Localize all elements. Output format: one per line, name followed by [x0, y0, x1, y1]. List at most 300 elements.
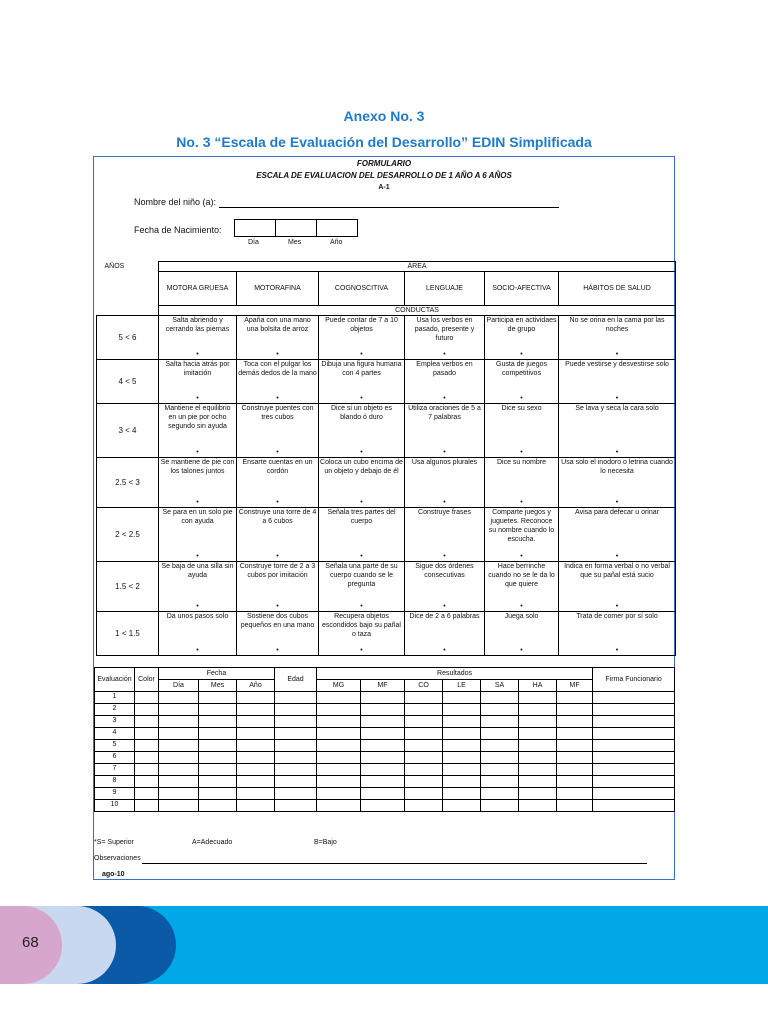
checkbox-dot[interactable]: • [615, 499, 619, 506]
result-cell[interactable] [275, 776, 317, 788]
result-cell[interactable] [405, 716, 443, 728]
result-cell[interactable] [361, 728, 405, 740]
checkbox-dot[interactable]: • [520, 499, 523, 506]
result-cell[interactable] [275, 788, 317, 800]
checkbox-dot[interactable]: • [615, 449, 619, 456]
checkbox-dot[interactable]: • [520, 553, 523, 560]
behavior-cell[interactable] [485, 404, 559, 458]
result-cell[interactable] [443, 800, 481, 812]
behavior-text: Emplea verbos en pasado [416, 361, 473, 377]
result-cell[interactable] [481, 704, 519, 716]
result-row [95, 704, 675, 716]
behavior-cell[interactable] [559, 562, 676, 612]
checkbox-dot[interactable]: • [520, 647, 523, 654]
legend-low: B=Bajo [314, 839, 337, 846]
result-cell[interactable] [237, 740, 275, 752]
result-cell[interactable] [135, 788, 159, 800]
result-cell[interactable] [481, 716, 519, 728]
behavior-cell[interactable] [159, 508, 237, 562]
behavior-text: Indica en forma verbal o no verbal que su pañal está sucio [564, 563, 670, 579]
result-cell[interactable] [135, 692, 159, 704]
behavior-text: Apaña con una mano una bolsita de arroz [244, 317, 311, 333]
checkbox-dot[interactable]: • [360, 395, 363, 402]
checkbox-dot[interactable]: • [520, 603, 523, 610]
result-cell[interactable] [317, 740, 361, 752]
result-cell[interactable] [159, 800, 199, 812]
result-cell[interactable] [199, 728, 237, 740]
checkbox-dot[interactable]: • [443, 603, 446, 610]
behavior-cell[interactable] [405, 360, 485, 404]
area-lenguaje: LENGUAJE [405, 272, 485, 306]
result-cell[interactable] [481, 728, 519, 740]
result-cell[interactable] [135, 728, 159, 740]
result-cell[interactable] [199, 788, 237, 800]
result-cell[interactable] [557, 788, 593, 800]
result-cell[interactable] [557, 692, 593, 704]
result-cell[interactable] [405, 704, 443, 716]
result-cell[interactable] [159, 704, 199, 716]
result-cell[interactable] [275, 800, 317, 812]
result-cell[interactable] [159, 752, 199, 764]
result-cell[interactable] [361, 752, 405, 764]
result-cell[interactable] [405, 740, 443, 752]
date-header: Fecha [159, 668, 275, 680]
evaluation-number: 5 [95, 740, 135, 752]
result-cell[interactable] [135, 764, 159, 776]
behavior-text: Dibuja una figura humana con 4 partes [321, 361, 402, 377]
development-scale-table [96, 261, 676, 656]
result-cell[interactable] [557, 740, 593, 752]
result-cell[interactable] [519, 788, 557, 800]
area-header: ÁREA [159, 262, 676, 272]
behavior-text: Señala tres partes del cuerpo [327, 509, 396, 525]
behavior-text: Construye una torre de 4 a 6 cubos [238, 509, 317, 525]
behavior-cell[interactable] [485, 316, 559, 360]
result-row [95, 716, 675, 728]
result-cell[interactable] [593, 704, 675, 716]
behavior-text: Participa en actividaes de grupo [486, 317, 557, 333]
behavior-text: Se baja de una silla sin ayuda [161, 563, 234, 579]
result-cell[interactable] [443, 764, 481, 776]
age-header: AÑOS [104, 262, 125, 270]
result-cell[interactable] [361, 764, 405, 776]
result-cell[interactable] [361, 692, 405, 704]
result-cell[interactable] [593, 776, 675, 788]
result-cell[interactable] [317, 800, 361, 812]
child-name-field[interactable] [219, 207, 559, 208]
conduct-header: CONDUCTAS [159, 306, 676, 316]
result-cell[interactable] [237, 752, 275, 764]
result-cell[interactable] [361, 716, 405, 728]
checkbox-dot[interactable]: • [615, 647, 619, 654]
birth-day-label: Día [248, 239, 259, 246]
behavior-cell[interactable] [159, 316, 237, 360]
checkbox-dot[interactable]: • [443, 647, 446, 654]
behavior-text: Dice si un objeto es blando ó duro [330, 405, 393, 421]
checkbox-dot[interactable]: • [276, 553, 279, 560]
area-habitos-salud: HÁBITOS DE SALUD [559, 272, 676, 306]
result-cell[interactable] [519, 692, 557, 704]
birth-year-label: Año [330, 239, 343, 246]
result-cell[interactable] [481, 764, 519, 776]
result-cell[interactable] [237, 704, 275, 716]
checkbox-dot[interactable]: • [276, 603, 279, 610]
result-cell[interactable] [237, 728, 275, 740]
date-subheader: Año [237, 680, 275, 692]
checkbox-dot[interactable]: • [520, 351, 523, 358]
checkbox-dot[interactable]: • [443, 553, 446, 560]
behavior-cell[interactable] [405, 458, 485, 508]
checkbox-dot[interactable]: • [196, 449, 199, 456]
page-number: 68 [22, 934, 39, 951]
result-row [95, 788, 675, 800]
behavior-cell[interactable] [237, 316, 319, 360]
behavior-cell[interactable] [485, 612, 559, 656]
birth-year-box[interactable] [316, 219, 358, 237]
behavior-cell[interactable] [319, 360, 405, 404]
behavior-cell[interactable] [559, 360, 676, 404]
result-cell[interactable] [519, 740, 557, 752]
result-cell[interactable] [405, 788, 443, 800]
behavior-cell[interactable] [237, 508, 319, 562]
result-cell[interactable] [159, 788, 199, 800]
result-cell[interactable] [519, 728, 557, 740]
behavior-text: Usa algunos plurales [411, 459, 478, 466]
result-cell[interactable] [317, 716, 361, 728]
result-cell[interactable] [135, 716, 159, 728]
child-name-label: Nombre del niño (a): [134, 197, 217, 207]
result-cell[interactable] [159, 728, 199, 740]
behavior-text: Sigue dos órdenes consecutivas [415, 563, 474, 579]
behavior-text: Construye frases [418, 509, 471, 516]
result-cell[interactable] [275, 692, 317, 704]
result-cell[interactable] [199, 776, 237, 788]
result-cell[interactable] [593, 788, 675, 800]
checkbox-dot[interactable]: • [196, 499, 199, 506]
evaluation-number: 3 [95, 716, 135, 728]
checkbox-dot[interactable]: • [360, 351, 363, 358]
behavior-text: Avisa para defecar u orinar [575, 509, 659, 516]
checkbox-dot[interactable]: • [276, 499, 279, 506]
behavior-text: Hace berrinche cuando no se le da lo que quiere [488, 563, 555, 588]
behavior-cell[interactable] [319, 612, 405, 656]
result-cell[interactable] [405, 776, 443, 788]
result-cell[interactable] [405, 800, 443, 812]
behavior-text: Toca con el pulgar los demás dedos de la mano [238, 361, 317, 377]
behavior-cell[interactable] [159, 612, 237, 656]
birth-month-box[interactable] [275, 219, 317, 237]
behavior-cell[interactable] [485, 562, 559, 612]
checkbox-dot[interactable]: • [443, 351, 446, 358]
result-row [95, 752, 675, 764]
behavior-cell[interactable] [485, 508, 559, 562]
result-subheader: MF [557, 680, 593, 692]
result-cell[interactable] [317, 704, 361, 716]
behavior-text: Da unos pasos solo [166, 613, 229, 620]
behavior-cell[interactable] [319, 458, 405, 508]
behavior-cell[interactable] [559, 404, 676, 458]
result-cell[interactable] [593, 752, 675, 764]
checkbox-dot[interactable]: • [196, 553, 199, 560]
result-cell[interactable] [317, 776, 361, 788]
area-cognoscitiva: COGNOSCITIVA [319, 272, 405, 306]
result-cell[interactable] [275, 704, 317, 716]
behavior-text: Coloca un cubo encima de un objeto y debajo de él [320, 459, 403, 475]
result-cell[interactable] [519, 704, 557, 716]
evaluation-number: 6 [95, 752, 135, 764]
checkbox-dot[interactable]: • [360, 603, 363, 610]
behavior-cell[interactable] [237, 612, 319, 656]
behavior-text: Usa solo el inodoro o letrina cuando lo necesita [561, 459, 673, 475]
result-cell[interactable] [593, 728, 675, 740]
behavior-text: Usa los verbos en pasado, presente y futuro [414, 317, 475, 342]
checkbox-dot[interactable]: • [615, 351, 619, 358]
checkbox-dot[interactable]: • [276, 351, 279, 358]
form-frame [93, 156, 675, 880]
behavior-cell[interactable] [237, 360, 319, 404]
document-title: No. 3 “Escala de Evaluación del Desarrollo” EDIN Simplificada [176, 134, 592, 150]
result-cell[interactable] [593, 740, 675, 752]
birth-day-box[interactable] [234, 219, 276, 237]
result-cell[interactable] [519, 764, 557, 776]
annex-heading: Anexo No. 3 [343, 108, 425, 124]
result-cell[interactable] [361, 704, 405, 716]
behavior-cell[interactable] [405, 508, 485, 562]
result-cell[interactable] [593, 692, 675, 704]
result-cell[interactable] [443, 776, 481, 788]
behavior-text: Juega solo [504, 613, 539, 620]
result-cell[interactable] [481, 788, 519, 800]
checkbox-dot[interactable]: • [443, 449, 446, 456]
result-cell[interactable] [135, 776, 159, 788]
scale-row [97, 612, 676, 656]
behavior-cell[interactable] [319, 404, 405, 458]
behavior-cell[interactable] [159, 562, 237, 612]
result-subheader: SA [481, 680, 519, 692]
behavior-cell[interactable] [237, 562, 319, 612]
behavior-cell[interactable] [319, 562, 405, 612]
behavior-cell[interactable] [319, 508, 405, 562]
checkbox-dot[interactable]: • [615, 553, 619, 560]
checkbox-dot[interactable]: • [520, 395, 523, 402]
age-range: 1 < 1.5 [97, 612, 159, 656]
result-cell[interactable] [159, 776, 199, 788]
color-header: Color [135, 668, 159, 692]
behavior-text: Se lava y seca la cara solo [575, 405, 659, 412]
behavior-text: Construye puentes con tres cubos [241, 405, 314, 421]
behavior-text: Dice su sexo [501, 405, 542, 412]
observations-field[interactable] [142, 863, 647, 864]
behavior-cell[interactable] [485, 360, 559, 404]
checkbox-dot[interactable]: • [276, 647, 279, 654]
checkbox-dot[interactable]: • [443, 499, 446, 506]
behavior-cell[interactable] [237, 458, 319, 508]
result-cell[interactable] [443, 752, 481, 764]
result-cell[interactable] [361, 788, 405, 800]
result-cell[interactable] [519, 716, 557, 728]
result-cell[interactable] [593, 716, 675, 728]
result-cell[interactable] [443, 704, 481, 716]
results-header: Resultados [317, 668, 593, 680]
area-socio-afectiva: SOCIO-AFECTIVA [485, 272, 559, 306]
checkbox-dot[interactable]: • [443, 395, 446, 402]
behavior-text: Construye torre de 2 a 3 cubos por imitación [239, 563, 316, 579]
result-subheader: HA [519, 680, 557, 692]
behavior-text: Señala una parte de su cuerpo cuando se le pregunta [325, 563, 398, 588]
result-cell[interactable] [557, 752, 593, 764]
result-cell[interactable] [443, 728, 481, 740]
behavior-text: Puede vestirse y desvestirse solo [565, 361, 669, 368]
result-cell[interactable] [481, 776, 519, 788]
result-cell[interactable] [275, 716, 317, 728]
result-cell[interactable] [135, 704, 159, 716]
behavior-cell[interactable] [237, 404, 319, 458]
result-cell[interactable] [199, 740, 237, 752]
result-cell[interactable] [481, 800, 519, 812]
result-cell[interactable] [481, 752, 519, 764]
checkbox-dot[interactable]: • [520, 449, 523, 456]
result-cell[interactable] [199, 704, 237, 716]
behavior-text: Se mantiene de pie con los talones juntos [160, 459, 235, 475]
result-cell[interactable] [557, 704, 593, 716]
result-cell[interactable] [237, 776, 275, 788]
result-cell[interactable] [519, 800, 557, 812]
result-cell[interactable] [593, 800, 675, 812]
result-cell[interactable] [557, 728, 593, 740]
result-cell[interactable] [135, 740, 159, 752]
result-cell[interactable] [317, 764, 361, 776]
behavior-cell[interactable] [559, 508, 676, 562]
result-cell[interactable] [317, 788, 361, 800]
checkbox-dot[interactable]: • [196, 603, 199, 610]
result-cell[interactable] [237, 692, 275, 704]
result-cell[interactable] [135, 752, 159, 764]
result-cell[interactable] [519, 776, 557, 788]
result-cell[interactable] [275, 752, 317, 764]
checkbox-dot[interactable]: • [276, 449, 279, 456]
result-cell[interactable] [199, 716, 237, 728]
result-cell[interactable] [199, 764, 237, 776]
result-cell[interactable] [593, 764, 675, 776]
result-cell[interactable] [443, 716, 481, 728]
result-cell[interactable] [557, 776, 593, 788]
scale-row [97, 316, 676, 360]
result-cell[interactable] [405, 728, 443, 740]
checkbox-dot[interactable]: • [360, 499, 363, 506]
result-cell[interactable] [443, 740, 481, 752]
result-cell[interactable] [317, 692, 361, 704]
result-cell[interactable] [159, 716, 199, 728]
result-cell[interactable] [275, 740, 317, 752]
form-subtitle: ESCALA DE EVALUACION DEL DESARROLLO DE 1 AÑO A 6 AÑOS [256, 171, 512, 180]
result-cell[interactable] [199, 692, 237, 704]
date-code: ago-10 [102, 871, 125, 878]
result-cell[interactable] [481, 740, 519, 752]
checkbox-dot[interactable]: • [196, 351, 199, 358]
behavior-cell[interactable] [159, 404, 237, 458]
result-cell[interactable] [405, 752, 443, 764]
result-cell[interactable] [557, 716, 593, 728]
result-cell[interactable] [317, 752, 361, 764]
result-cell[interactable] [405, 692, 443, 704]
area-motora-gruesa: MOTORA GRUESA [159, 272, 237, 306]
result-cell[interactable] [159, 764, 199, 776]
evaluation-number: 10 [95, 800, 135, 812]
evaluation-number: 7 [95, 764, 135, 776]
behavior-cell[interactable] [559, 316, 676, 360]
behavior-cell[interactable] [405, 316, 485, 360]
result-cell[interactable] [557, 764, 593, 776]
result-cell[interactable] [237, 764, 275, 776]
result-cell[interactable] [317, 728, 361, 740]
result-subheader: MG [317, 680, 361, 692]
result-cell[interactable] [237, 716, 275, 728]
result-cell[interactable] [275, 764, 317, 776]
behavior-text: Trata de comer por sí solo [576, 613, 658, 620]
form-title: FORMULARIO [356, 159, 412, 168]
checkbox-dot[interactable]: • [196, 395, 199, 402]
checkbox-dot[interactable]: • [196, 647, 199, 654]
date-subheader: Mes [199, 680, 237, 692]
checkbox-dot[interactable]: • [360, 449, 363, 456]
result-row [95, 800, 675, 812]
behavior-cell[interactable] [319, 316, 405, 360]
behavior-text: Mantiene el equilibrio en un pie por ocho segundo sin ayuda [164, 405, 231, 430]
behavior-cell[interactable] [405, 612, 485, 656]
behavior-text: Utiliza oraciones de 5 a 7 palabras [408, 405, 481, 421]
result-cell[interactable] [361, 800, 405, 812]
checkbox-dot[interactable]: • [276, 395, 279, 402]
result-cell[interactable] [135, 800, 159, 812]
checkbox-dot[interactable]: • [615, 395, 619, 402]
behavior-cell[interactable] [159, 360, 237, 404]
result-cell[interactable] [443, 788, 481, 800]
behavior-cell[interactable] [405, 404, 485, 458]
result-cell[interactable] [557, 800, 593, 812]
result-cell[interactable] [159, 692, 199, 704]
behavior-cell[interactable] [485, 458, 559, 508]
result-cell[interactable] [159, 740, 199, 752]
result-cell[interactable] [361, 776, 405, 788]
result-cell[interactable] [481, 692, 519, 704]
result-cell[interactable] [199, 752, 237, 764]
result-cell[interactable] [237, 788, 275, 800]
checkbox-dot[interactable]: • [360, 553, 363, 560]
behavior-text: Gusta de juegos competitivos [496, 361, 547, 377]
checkbox-dot[interactable]: • [615, 603, 619, 610]
behavior-cell[interactable] [159, 458, 237, 508]
results-table [94, 667, 675, 812]
result-cell[interactable] [237, 800, 275, 812]
legend-adequate: A=Adecuado [192, 839, 233, 846]
age-range: 2.5 < 3 [97, 458, 159, 508]
result-cell[interactable] [199, 800, 237, 812]
result-cell[interactable] [443, 692, 481, 704]
checkbox-dot[interactable]: • [360, 647, 363, 654]
age-range: 4 < 5 [97, 360, 159, 404]
result-cell[interactable] [519, 752, 557, 764]
behavior-cell[interactable] [405, 562, 485, 612]
result-subheader: MF [361, 680, 405, 692]
behavior-cell[interactable] [559, 458, 676, 508]
result-cell[interactable] [361, 740, 405, 752]
age-col-header: Edad [275, 668, 317, 692]
age-range: 2 < 2.5 [97, 508, 159, 562]
form-code: A-1 [378, 184, 390, 191]
result-cell[interactable] [275, 728, 317, 740]
behavior-cell[interactable] [559, 612, 676, 656]
result-cell[interactable] [405, 764, 443, 776]
